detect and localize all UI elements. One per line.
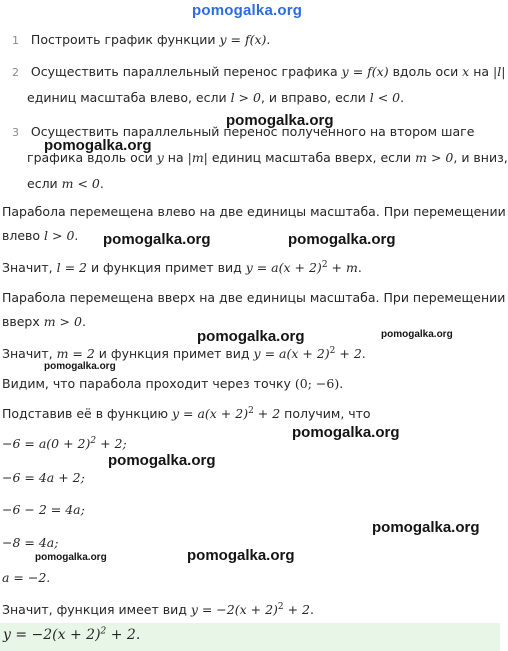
step-text: единиц масштаба влево, если	[27, 90, 231, 105]
formula: m > 0	[415, 150, 454, 165]
step-text: вдоль оси	[388, 64, 463, 79]
watermark: pomogalka.org	[44, 137, 152, 154]
formula: + 2	[283, 602, 311, 617]
paragraph-3: Парабола перемещена вверх на две единицы масштаба. При перемещении	[2, 290, 506, 305]
formula: + 2	[335, 346, 362, 361]
step-number: 2	[12, 66, 19, 79]
paragraph-7	[2, 602, 314, 617]
exponent: 2	[277, 601, 284, 612]
watermark: pomogalka.org	[226, 112, 334, 129]
watermark: pomogalka.org	[103, 231, 211, 248]
text: .	[357, 260, 362, 275]
formula: l < 0	[369, 90, 401, 105]
formula: y = a(x + 2)	[253, 346, 330, 361]
exponent: 2	[90, 435, 97, 446]
answer-formula	[3, 627, 140, 643]
paragraph-5	[2, 376, 343, 391]
text: Видим, что парабола проходит через точку	[2, 376, 295, 391]
formula: y = f(x)	[341, 64, 389, 79]
text: и функция примет вид	[86, 260, 246, 275]
exponent: 2	[248, 405, 254, 416]
formula: m = 2	[56, 346, 95, 361]
formula: y = a(x + 2)	[245, 260, 322, 275]
step-text: Осуществить параллельный перенос полученного на втором шаге	[30, 124, 475, 139]
step-text: на	[469, 64, 494, 79]
watermark: pomogalka.org	[44, 361, 116, 372]
text: Значит, функция имеет вид	[2, 602, 191, 617]
watermark: pomogalka.org	[187, 547, 295, 564]
step-1	[12, 32, 270, 47]
paragraph-2	[2, 260, 362, 275]
step-text: Осуществить параллельный перенос графика	[30, 64, 342, 79]
equation-2: −6 = 4a + 2;	[2, 470, 85, 485]
formula: l > 0	[230, 90, 261, 105]
formula: + 2.	[106, 627, 141, 643]
paragraph-1-line-2	[2, 228, 78, 243]
formula: l > 0	[44, 228, 75, 243]
step-text: на	[163, 150, 188, 165]
step-text: .	[400, 90, 405, 105]
watermark: pomogalka.org	[192, 2, 303, 19]
formula: y = a(x + 2)	[171, 406, 249, 421]
text: и функция примет вид	[94, 346, 254, 361]
text: Значит,	[2, 346, 57, 361]
paragraph-6	[2, 406, 371, 421]
step-text: .	[266, 32, 271, 47]
text: .	[74, 228, 79, 243]
formula: + 2	[253, 406, 281, 421]
step-2-line-2	[27, 90, 404, 105]
watermark: pomogalka.org	[292, 424, 400, 441]
equation-3: −6 − 2 = 4a;	[2, 502, 85, 517]
step-text: , и вниз,	[453, 150, 508, 165]
watermark: pomogalka.org	[381, 329, 453, 340]
text: влево	[2, 228, 45, 243]
step-text: , и вправо, если	[260, 90, 370, 105]
formula: y = f(x)	[219, 32, 267, 47]
step-text: .	[99, 176, 104, 191]
formula: l = 2	[56, 260, 87, 275]
step-text: если	[27, 176, 62, 191]
exponent: 2	[100, 626, 107, 637]
watermark: pomogalka.org	[197, 328, 305, 345]
step-2	[12, 64, 505, 79]
equation-5: a = −2.	[2, 570, 51, 585]
watermark: pomogalka.org	[288, 231, 396, 248]
formula: −6 = a(0 + 2)	[2, 436, 91, 451]
step-text: единиц масштаба вверх, если	[207, 150, 416, 165]
text: .	[361, 346, 366, 361]
text: .	[339, 376, 344, 391]
step-3-line-3	[27, 176, 104, 191]
exponent: 2	[321, 259, 328, 270]
formula: m < 0	[61, 176, 100, 191]
formula: (0; −6)	[294, 376, 340, 391]
equation-4: −8 = 4a;	[2, 535, 59, 550]
formula: |m|	[187, 150, 208, 165]
text: .	[310, 602, 314, 617]
text: Значит,	[2, 260, 57, 275]
exponent: 2	[329, 345, 336, 356]
formula: y	[156, 150, 164, 165]
watermark: pomogalka.org	[372, 519, 480, 536]
step-number: 3	[12, 126, 19, 139]
formula: |l|	[493, 64, 506, 79]
step-number: 1	[12, 34, 19, 47]
text: получим, что	[280, 406, 371, 421]
formula: x	[462, 64, 470, 79]
text: Подставив её в функцию	[2, 406, 172, 421]
paragraph-3-line-2	[2, 314, 86, 329]
text: .	[81, 314, 86, 329]
formula: m > 0	[43, 314, 82, 329]
equation-1	[2, 436, 127, 451]
watermark: pomogalka.org	[108, 452, 216, 469]
paragraph-1: Парабола перемещена влево на две единицы масштаба. При перемещении	[2, 204, 506, 219]
step-text: Построить график функции	[30, 32, 220, 47]
formula: + 2;	[96, 436, 127, 451]
formula: y = −2(x + 2)	[3, 627, 101, 643]
paragraph-4	[2, 346, 366, 361]
formula: y = −2(x + 2)	[190, 602, 278, 617]
watermark: pomogalka.org	[35, 552, 107, 563]
formula: + m	[327, 260, 358, 275]
text: вверх	[2, 314, 44, 329]
step-text: графика вдоль оси	[27, 150, 157, 165]
